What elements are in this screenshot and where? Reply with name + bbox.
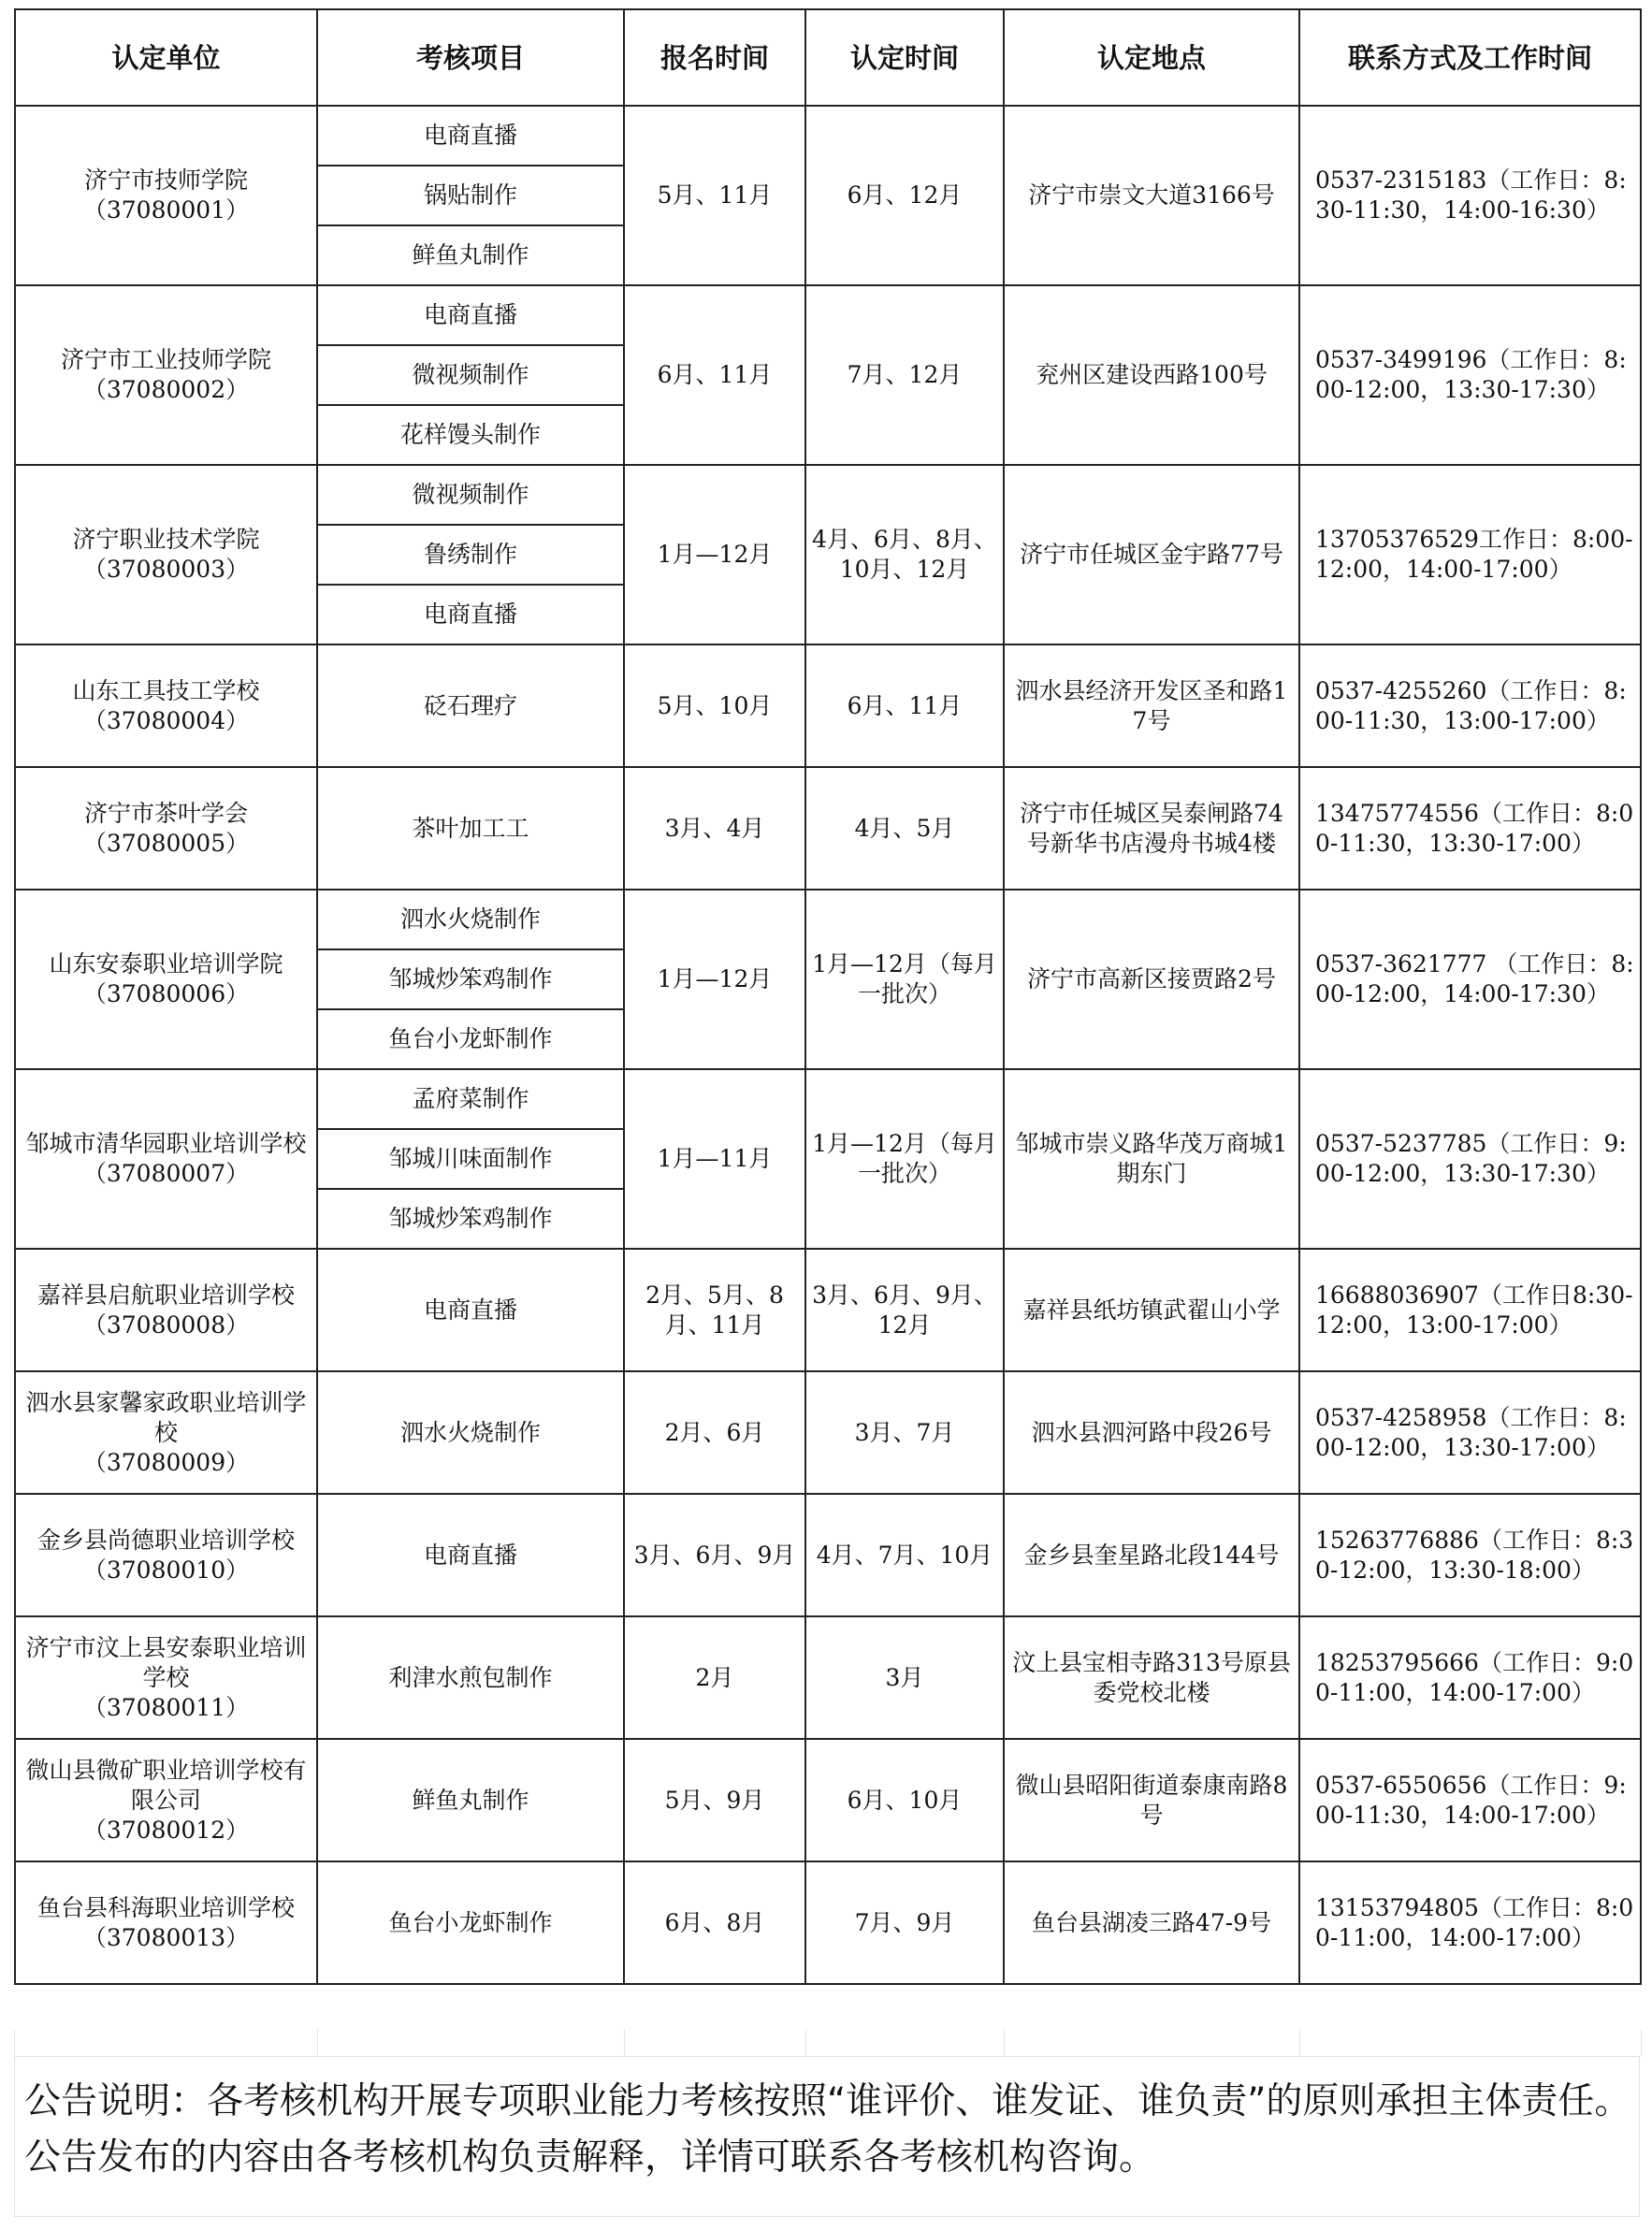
location-cell: 泗水县经济开发区圣和路17号 [1004,644,1299,767]
unit-code: （37080013） [82,1923,250,1951]
certify-time-cell: 4月、5月 [805,767,1004,890]
contact-cell: 0537-2315183（工作日：8:30-11:30，14:00-16:30） [1299,106,1641,285]
contact-cell: 15263776886（工作日：8:30-12:00，13:30-18:00） [1299,1494,1641,1616]
certify-time-cell: 6月、12月 [805,106,1004,285]
unit-name: 济宁职业技术学院 [72,526,260,553]
location-cell: 济宁市高新区接贾路2号 [1004,890,1299,1069]
unit-name: 山东工具技工学校 [72,676,260,704]
project-cell: 鲜鱼丸制作 [317,225,624,285]
location-cell: 邹城市崇义路华茂万商城1期东门 [1004,1069,1299,1249]
unit-code: （37080011） [82,1693,250,1721]
table-row [15,1371,1641,1494]
project-cell: 微视频制作 [317,465,624,525]
unit-code: （37080002） [82,376,250,403]
unit-cell [15,106,317,285]
location-cell: 济宁市崇文大道3166号 [1004,106,1299,285]
table-header-row [15,9,1641,106]
unit-code: （37080009） [82,1448,250,1476]
project-cell: 泗水火烧制作 [317,1371,624,1494]
project-cell: 利津水煎包制作 [317,1616,624,1739]
table-row [15,1494,1641,1616]
contact-cell: 0537-3621777 （工作日：8:00-12:00，14:00-17:30） [1299,890,1641,1069]
notice-text: 公告说明：各考核机构开展专项职业能力考核按照“谁评价、谁发证、谁负责”的原则承担主体责任。公告发布的内容由各考核机构负责解释，详情可联系各考核机构咨询。 [24,2080,1631,2179]
unit-name: 济宁市技师学院 [83,167,248,194]
unit-name: 泗水县家馨家政职业培训学校 [25,1388,307,1446]
header-location: 认定地点 [1004,9,1299,106]
unit-code: （37080008） [82,1310,250,1339]
project-cell: 电商直播 [317,285,624,345]
unit-name: 邹城市清华园职业培训学校 [25,1130,307,1157]
signup-time-cell: 1月—12月 [624,465,805,644]
table-row [15,1069,1641,1129]
unit-cell [15,644,317,767]
project-cell: 砭石理疗 [317,644,624,767]
unit-code: （37080001） [82,196,250,224]
certify-time-cell: 4月、7月、10月 [805,1494,1004,1616]
signup-time-cell: 6月、11月 [624,285,805,465]
unit-name: 微山县微矿职业培训学校有限公司 [25,1756,307,1814]
unit-cell [15,1249,317,1371]
project-cell: 邹城炒笨鸡制作 [317,1189,624,1249]
signup-time-cell: 2月 [624,1616,805,1739]
project-cell: 茶叶加工工 [317,767,624,890]
table-row [15,465,1641,525]
certification-table [14,8,1642,1985]
unit-cell [15,1739,317,1861]
location-cell: 鱼台县湖凌三路47-9号 [1004,1861,1299,1984]
unit-name: 济宁市工业技师学院 [60,346,271,373]
location-cell: 金乡县奎星路北段144号 [1004,1494,1299,1616]
location-cell: 汶上县宝相寺路313号原县委党校北楼 [1004,1616,1299,1739]
certify-time-cell: 4月、6月、8月、10月、12月 [805,465,1004,644]
unit-name: 济宁市汶上县安泰职业培训学校 [25,1633,307,1691]
header-contact: 联系方式及工作时间 [1299,9,1641,106]
unit-name: 金乡县尚德职业培训学校 [36,1526,295,1554]
project-cell: 微视频制作 [317,345,624,405]
unit-code: （37080007） [82,1160,250,1187]
location-cell: 济宁市任城区吴泰闸路74号新华书店漫舟书城4楼 [1004,767,1299,890]
project-cell: 鲁绣制作 [317,525,624,585]
contact-cell: 0537-4258958（工作日：8:00-12:00，13:30-17:00） [1299,1371,1641,1494]
unit-cell [15,1371,317,1494]
signup-time-cell: 2月、6月 [624,1371,805,1494]
contact-cell: 13475774556（工作日：8:00-11:30，13:30-17:00） [1299,767,1641,890]
project-cell: 电商直播 [317,1494,624,1616]
unit-code: （37080012） [82,1816,250,1844]
table-row [15,1616,1641,1739]
project-cell: 邹城炒笨鸡制作 [317,949,624,1009]
certify-time-cell: 6月、10月 [805,1739,1004,1861]
table-row [15,285,1641,345]
location-cell: 济宁市任城区金宇路77号 [1004,465,1299,644]
contact-cell: 18253795666（工作日：9:00-11:00，14:00-17:00） [1299,1616,1641,1739]
project-cell: 孟府菜制作 [317,1069,624,1129]
unit-cell [15,465,317,644]
contact-cell: 0537-5237785（工作日：9:00-12:00，13:30-17:30） [1299,1069,1641,1249]
table-row [15,1861,1641,1984]
table-row [15,644,1641,767]
contact-cell: 0537-4255260（工作日：8:00-11:30，13:00-17:00） [1299,644,1641,767]
project-cell: 电商直播 [317,106,624,166]
project-cell: 花样馒头制作 [317,405,624,465]
certify-time-cell: 6月、11月 [805,644,1004,767]
header-project: 考核项目 [317,9,624,106]
signup-time-cell: 1月—12月 [624,890,805,1069]
unit-name: 嘉祥县启航职业培训学校 [36,1281,295,1309]
certify-time-cell: 1月—12月（每月一批次） [805,890,1004,1069]
contact-cell: 13153794805（工作日：8:00-11:00，14:00-17:00） [1299,1861,1641,1984]
unit-code: （37080010） [82,1556,250,1584]
header-signup-time: 报名时间 [624,9,805,106]
unit-code: （37080004） [82,706,250,734]
certify-time-cell: 3月、6月、9月、12月 [805,1249,1004,1371]
project-cell: 邹城川味面制作 [317,1129,624,1189]
certify-time-cell: 7月、9月 [805,1861,1004,1984]
table-row [15,890,1641,949]
unit-cell [15,1861,317,1984]
blank-spacer-row [14,2030,1642,2056]
unit-code: （37080006） [82,980,250,1007]
header-certify-time: 认定时间 [805,9,1004,106]
table-body [15,106,1641,1984]
certify-time-cell: 3月、7月 [805,1371,1004,1494]
certify-time-cell: 1月—12月（每月一批次） [805,1069,1004,1249]
unit-cell [15,890,317,1069]
certify-time-cell: 7月、12月 [805,285,1004,465]
location-cell: 微山县昭阳街道泰康南路8号 [1004,1739,1299,1861]
project-cell: 锅贴制作 [317,166,624,225]
location-cell: 泗水县泗河路中段26号 [1004,1371,1299,1494]
signup-time-cell: 5月、9月 [624,1739,805,1861]
signup-time-cell: 3月、6月、9月 [624,1494,805,1616]
unit-cell [15,1069,317,1249]
contact-cell: 0537-3499196（工作日：8:00-12:00，13:30-17:30） [1299,285,1641,465]
header-unit: 认定单位 [15,9,317,106]
project-cell: 鱼台小龙虾制作 [317,1009,624,1069]
signup-time-cell: 2月、5月、8月、11月 [624,1249,805,1371]
signup-time-cell: 1月—11月 [624,1069,805,1249]
signup-time-cell: 5月、11月 [624,106,805,285]
notice-box [14,2056,1640,2217]
location-cell: 嘉祥县纸坊镇武翟山小学 [1004,1249,1299,1371]
signup-time-cell: 5月、10月 [624,644,805,767]
unit-name: 鱼台县科海职业培训学校 [36,1893,295,1921]
project-cell: 电商直播 [317,1249,624,1371]
project-cell: 电商直播 [317,585,624,644]
unit-cell [15,285,317,465]
location-cell: 兖州区建设西路100号 [1004,285,1299,465]
unit-code: （37080005） [82,829,250,857]
contact-cell: 16688036907（工作日8:30-12:00，13:00-17:00） [1299,1249,1641,1371]
signup-time-cell: 6月、8月 [624,1861,805,1984]
table-row [15,767,1641,890]
project-cell: 鱼台小龙虾制作 [317,1861,624,1984]
contact-cell: 13705376529工作日：8:00-12:00，14:00-17:00） [1299,465,1641,644]
signup-time-cell: 3月、4月 [624,767,805,890]
unit-cell [15,767,317,890]
table-row [15,106,1641,166]
unit-name: 山东安泰职业培训学院 [49,950,283,977]
unit-cell [15,1616,317,1739]
unit-name: 济宁市茶叶学会 [83,799,248,827]
certify-time-cell: 3月 [805,1616,1004,1739]
table-row [15,1739,1641,1861]
contact-cell: 0537-6550656（工作日：9:00-11:30，14:00-17:00） [1299,1739,1641,1861]
unit-cell [15,1494,317,1616]
certification-table-sheet [14,8,1640,1985]
project-cell: 泗水火烧制作 [317,890,624,949]
unit-code: （37080003） [82,556,250,583]
project-cell: 鲜鱼丸制作 [317,1739,624,1861]
table-row [15,1249,1641,1371]
